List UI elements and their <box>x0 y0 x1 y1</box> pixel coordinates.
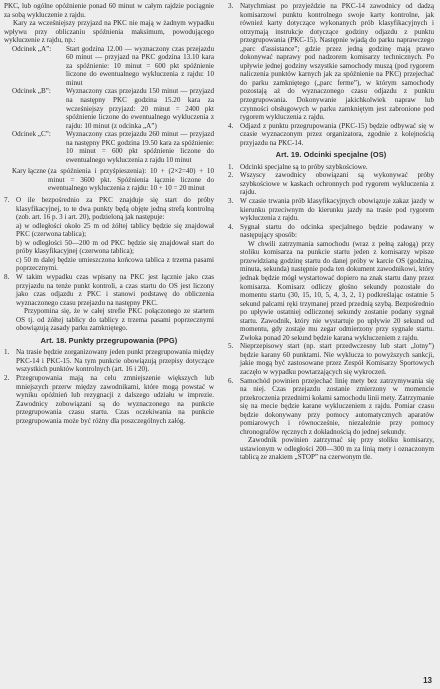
kary-laczne-label: Kary łączne <box>12 167 47 176</box>
odcinek-b-text: Wyznaczony czas przejazdu 150 minut — przyjazd na następny PKC godzina 15.20 kara za wcześniejszy przyjazd: 20 minut = 2400 pkt spóźnienie liczone do ewentualnego wykluczenia z rajdu: 10 minut (z odcinka „A”) <box>66 87 214 130</box>
art18-item-1-number: 1. <box>4 348 10 357</box>
art18-item-1 <box>4 348 214 374</box>
art18-item-1-text: Na trasie będzie zorganizowany jeden punkt przegrupowania między PKC-14 i PKC-15. Na tym punkcie obowiązują przepisy dotyczące wszystkich punktów kontrolnych (art. 16 i 20). <box>16 348 214 374</box>
art19-item-4-paragraph-2: W chwili zatrzymania samochodu (wraz z pełną załogą) przy stoliku komisarza na punkcie startu jeden z komisarzy wpisze przewidzianą godzinę startu do danej próby w karcie OS (godzina, minuta, sekunda) następnie poda ten dokument zawodnikowi, który jednak będzie mógł wystartować dopiero na znak startu dany przez komisarza. Komisarz odliczy głośno sekundy pozostałe do momentu startu (30, 15, 10, 5, 4, 3, 2, 1) podkreślając ostatnie 5 sekund palcami ręki trzymanej przed przednią szybą. Bezpośrednio po upływie ostatniej odliczonej sekundy zostanie podany sygnał startu. Zawodnik, który nie wystartuje po upływie 20 sekund od momentu, gdy zostaje mu zegar odmierzony przy sygnale startu. Zwłoka ponad 20 sekund będzie karana wykluczeniem z rajdu. <box>240 239 434 342</box>
art19-item-6-text: Samochód powinien przejechać linię mety bez zatrzymywania się na niej. Czas przejazdu zostanie zmierzony w momencie przekroczenia przednimi kołami samochodu linii mety. Zatrzymanie się na mecie będzie karane wykluczeniem z rajdu. Pomiar czasu będzie dokonywany przy pomocy automatycznych aparatów pomiarowych i równocześnie, niezależnie przy pomocy chronografów ręcznych z dokładnością do jednej sekundy. <box>240 376 434 436</box>
left-column <box>4 2 214 425</box>
page-number: 13 <box>423 676 432 685</box>
item-8 <box>4 273 214 307</box>
art19-item-2-number: 2. <box>228 171 234 180</box>
art19-item-2-text: Wszyscy zawodnicy obowiązani są wykonywać próby szybkościowe w kaskach ochronnych pod rygorem wykluczenia z rajdu. <box>240 171 434 197</box>
art19-item-6-paragraph-2: Zawodnik powinien zatrzymać się przy stoliku komisarzy, ustawionym w odległości 200—300 m za linią mety i oznaczonym tablicą ze znakiem „STOP” na czerwonym tle. <box>240 436 434 462</box>
item-8-paragraph-2: Przypomina się, że w całej strefie PKC połączonego ze startem OS tj. od żółtej tablicy do tablicy z trzema pasami poprzecznymi obowiązują zasady parku zamkniętego. <box>16 307 214 333</box>
item-8-number: 8. <box>4 272 10 281</box>
art19-item-6 <box>228 377 434 437</box>
art19-item-5-number: 5. <box>228 342 234 351</box>
art18-item-2 <box>4 374 214 425</box>
art19-item-1 <box>228 163 434 172</box>
art19-item-4-text: Sygnał startu do odcinka specjalnego będzie podawany w następujący sposób: <box>240 222 434 240</box>
art18-item-4-number: 4. <box>228 121 234 130</box>
art19-item-5-text: Nieprzepisowy start (np. start przedwczesny lub start „lotny”) będzie karany 60 punktami. Nie wyklucza to powyższych sankcji, jakie mogą być zastosowane przez Zespół Komisarzy Sportowych zaczęło w wypadku powtarzających się wykroczeń. <box>240 342 434 376</box>
item-7b: b) w odległości 50—200 m od PKC będzie się znajdował start do próby klasyfikacyjnej (czerwona tablica); <box>16 238 214 256</box>
odcinek-a <box>4 45 214 88</box>
art19-item-2 <box>228 171 434 197</box>
odcinek-a-text: Start godzina 12.00 — wyznaczony czas przejazdu 60 minut — przyjazd na PKC godzina 13.10 kara za spóźnienie: 10 minut = 600 pkt spóźnienie liczone do ewentualnego wykluczenia z rajdu: 10 minut <box>66 44 214 87</box>
item-7 <box>4 196 214 222</box>
item-7a: a) w odległości około 25 m od żółtej tablicy będzie się znajdował PKC (czerwona tablica); <box>16 221 214 239</box>
art-19-heading: Art. 19. Odcinki specjalne (OS) <box>275 150 387 160</box>
odcinek-c-label: Odcinek „C”: <box>12 130 51 139</box>
item-7-text: O ile bezpośrednio za PKC znajduje się start do próby klasyfikacyjnej, to te dwa punkty będą objęte jedną strefą kontrolną (zob. art. 16 p. 3 i art. 20), podzieloną jak następuje: <box>16 196 214 222</box>
art19-item-6-number: 6. <box>228 376 234 385</box>
art18-item-3-number: 3. <box>228 2 234 10</box>
art19-item-5 <box>228 342 434 376</box>
item-7c: c) 50 m dalej będzie umieszczona końcowa tablica z trzema pasami poprzecznymi. <box>16 255 214 273</box>
art18-item-3-text: Natychmiast po przyjeździe na PKC-14 zawodnicy od dadzą komisarzowi punktu kontrolnego swoje karty kontrolne, jak również karty dotyczące wykonanych prób klasyfikacyjnych i otrzymają instrukcje dotyczące godziny odjazdu z punktu przegrupowania (PKC-15). Następnie wjadą do parku naprawczego „parc d'assistance”; gdzie przez jedną godzinę mają prawo dokonywać naprawy pod nadzorem komisarzy technicznych. Po upływie jednej godziny wszystkie samochody muszą (pod rygorem naliczenia punktów karnych jak za spóźnienie na PKC) przejechać do parku zamkniętego („parc ferme”), w którym samochody pozostają aż do wyznaczonego czasu odjazdu z punktu przegrupowania. Dokonywanie jakichkolwiek napraw lub czynności obsługowych w parku zamkniętym jest zabronione pod rygorem wykluczenia z rajdu. <box>240 2 434 122</box>
art19-item-3-number: 3. <box>228 197 234 206</box>
art18-item-3 <box>228 2 434 122</box>
odcinek-b <box>4 87 214 130</box>
art19-item-3-text: W czasie trwania prób klasyfikacyjnych obowiązuje zakaz jazdy w kierunku przeciwnym do kierunku jazdy na trasie pod rygorem wykluczenia z rajdu. <box>240 197 434 223</box>
art19-item-3 <box>228 197 434 223</box>
art18-item-2-text: Przegrupowania mają na celu zmniejszenie większych lub mniejszych przerw między zawodnikami, które mogą powstać w wyniku opóźnień lub rezygnacji z dalszego udziału w imprezie. Zawodnicy zobowiązani są do wyznaczonego na punkcie przegrupowania czasu startu. Czas oczekiwania na punkcie przegrupowania może być różny dla poszczególnych załóg. <box>16 373 214 425</box>
odcinek-a-label: Odcinek „A”: <box>12 44 52 53</box>
right-column <box>228 2 434 462</box>
odcinek-c-text: Wyznaczony czas przejazdu 260 minut — przyjazd na następny PKC godzina 19.50 kara za spóźnienie: 10 minut = 600 pkt spóźnienie liczone do ewentualnego wykluczenia z rajdu 10 minut <box>66 130 214 164</box>
odcinek-c <box>4 130 214 164</box>
kary-laczne <box>4 167 214 193</box>
item-7-number: 7. <box>4 196 10 205</box>
art19-item-4-number: 4. <box>228 222 234 231</box>
art-18-heading: Art. 18. Punkty przegrupowania (PPG) <box>40 335 178 345</box>
odcinek-b-label: Odcinek „B”: <box>12 87 51 96</box>
art18-item-4 <box>228 122 434 148</box>
art18-item-2-number: 2. <box>4 373 10 382</box>
item-8-text: W takim wypadku czas wpisany na PKC jest łącznie jako czas przyjazdu na tenże punkt kontroli, a czas startu do OS jest liczony jako czas odjazdu z PKC i stanowi podstawę do obliczenia wyznaczonego czasu przejazdu na następny PKC. <box>16 272 214 307</box>
intro-paragraph: PKC, lub ogólne opóźnienie ponad 60 minut w całym rajdzie pociągnie za sobą wykluczenie z rajdu. <box>4 2 214 19</box>
kary-paragraph: Kary za wcześniejszy przyjazd na PKC nie mają w żadnym wypadku wpływu przy obliczaniu spóźnienia maksimum, powodującego wykluczenie z rajdu, np.: <box>4 19 214 45</box>
art18-item-4-text: Odjazd z punktu przegrupowania (PKC-15) będzie odbywać się w czasie wyznaczonym przez organizatora, zgodnie z kolejnością przyjazdu na PKC-14. <box>240 121 434 147</box>
kary-laczne-text: (za spóźnienia i przyśpieszenia): 10 + (2×2=40) + 10 minut = 3600 pkt. Spóźnienia łącznie liczone do ewentualnego wykluczenia z rajdu: 10 + 10 = 20 minut <box>48 167 214 193</box>
art19-item-4 <box>228 223 434 240</box>
art19-item-1-number: 1. <box>228 162 234 171</box>
art19-item-1-text: Odcinki specjalne są to próby szybkościowe. <box>240 162 368 171</box>
